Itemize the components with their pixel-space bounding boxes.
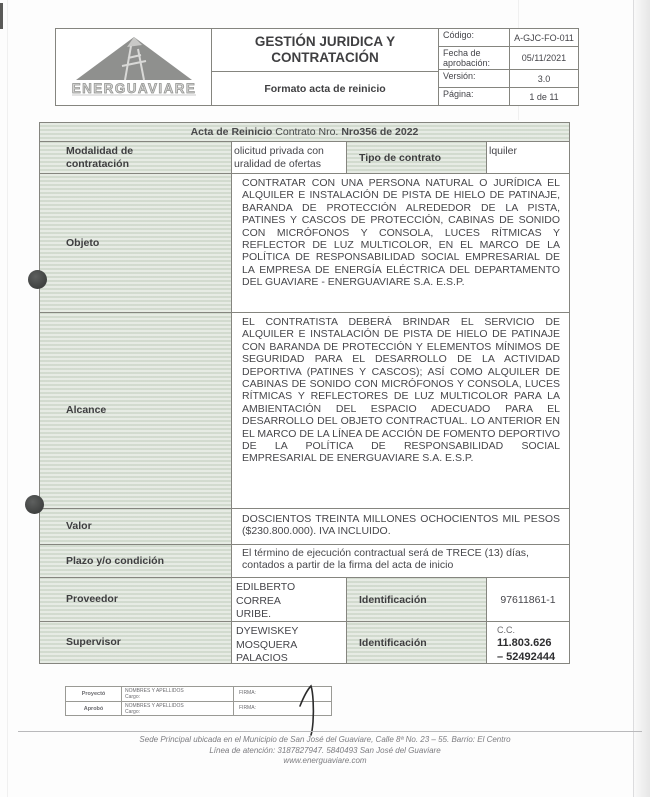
valor-label-cell xyxy=(40,509,231,544)
row-alcance xyxy=(40,312,569,508)
supervisor-name-line: MOSQUERA xyxy=(236,638,298,651)
acta-title-bar xyxy=(40,123,569,141)
modalidad-value-line2: uralidad de ofertas xyxy=(234,158,321,170)
hole-punch-mark xyxy=(28,270,47,289)
proveedor-label-cell xyxy=(40,578,231,621)
modalidad-value-cell xyxy=(231,142,346,173)
signature-names: NOMBRES Y APELLIDOS xyxy=(125,688,184,694)
row-valor xyxy=(40,508,569,544)
row-plazo xyxy=(40,544,569,577)
proveedor-id-value: 97611861-1 xyxy=(500,593,556,606)
meta-row-pagina xyxy=(439,88,578,105)
header-title-cell xyxy=(211,29,439,105)
footer-website: www.energuaviare.com xyxy=(283,756,367,765)
logo-cell xyxy=(56,29,211,105)
objeto-text: CONTRATAR CON UNA PERSONA NATURAL O JURÍDICA EL ALQUILER E INSTALACIÓN DE PISTA DE HIELO DE PATINAJE, BARANDA DE PROTECCIÓN ALREDEDOR DE LA PISTA, PATINES Y CASCOS DE PROTECCIÓN, CABINAS DE SONIDO CON MICRÓFONOS Y CONSOLA, LUCES RÍTMICAS Y REFLECTOR DE LUZ MULTICOLOR, EN EL MARCO DE LA POLÍTICA DE RESPONSABILIDAD SOCIAL EMPRESARIAL DE LA EMPRESA DE ENERGÍA ELÉCTRICA DEL DEPARTAMENTO DEL GUAVIARE - ENERGUAVIARE S.A. E.S.P. xyxy=(231,174,569,312)
handwritten-checkmark-icon xyxy=(292,682,332,738)
supervisor-name-line: PALACIOS xyxy=(236,652,288,664)
signature-names-cell xyxy=(121,702,233,715)
alcance-label: Alcance xyxy=(66,404,107,417)
title-line2: CONTRATACIÓN xyxy=(271,50,379,65)
supervisor-label-cell xyxy=(40,622,231,663)
row-modalidad xyxy=(40,141,569,173)
scan-corner-mark xyxy=(0,3,3,29)
hole-punch-mark xyxy=(25,495,44,514)
supervisor-id-label-cell: Identificación xyxy=(346,622,486,663)
plazo-label: Plazo y/o condición xyxy=(66,554,165,567)
proveedor-label: Proveedor xyxy=(66,593,118,606)
signature-cargo: Cargo: xyxy=(125,709,141,715)
signature-role: Proyectó xyxy=(81,691,106,697)
modalidad-value-line1: olicitud privada con xyxy=(234,145,324,157)
meta-value: 05/11/2021 xyxy=(521,53,567,63)
proveedor-id-value-cell xyxy=(486,578,569,621)
supervisor-id-cc: C.C. xyxy=(497,625,515,635)
signature-cargo: Cargo: xyxy=(125,694,141,700)
proveedor-id-label-cell: Identificación xyxy=(346,578,486,621)
valor-text: DOSCIENTOS TREINTA MILLONES OCHOCIENTOS MIL PESOS ($230.800.000). IVA INCLUIDO. xyxy=(231,509,569,544)
acta-table xyxy=(39,122,570,664)
energuaviare-logo-icon xyxy=(68,34,200,100)
tipo-contrato-label-cell: Tipo de contrato xyxy=(346,142,486,173)
supervisor-name-line: DYEWISKEY xyxy=(236,625,299,637)
supervisor-id-value-cell xyxy=(486,622,569,663)
supervisor-label: Supervisor xyxy=(66,636,121,649)
meta-value: 3.0 xyxy=(537,73,551,84)
modalidad-label: Modalidad de contratación xyxy=(66,145,134,170)
plazo-text: El término de ejecución contractual será de TRECE (13) días, contados a partir de la firma del acta de inicio xyxy=(231,545,569,577)
row-supervisor xyxy=(40,621,569,663)
tipo-contrato-value-cell xyxy=(486,142,569,173)
alcance-text: EL CONTRATISTA DEBERÁ BRINDAR EL SERVICIO DE ALQUILER E INSTALACIÓN DE PISTA DE HIELO DE PATINAJE CON BARANDA DE PROTECCIÓN Y ELEMENTOS MÍNIMOS DE SEGURIDAD PARA EL DESARROLLO DE LA ACTIVIDAD DEPORTIVA (PATINES Y CASCOS); ASÍ COMO ALQUILER DE CABINAS DE SONIDO CON MICRÓFONOS Y CONSOLA, LUCES RÍTMICAS Y REFLECTORES DE LUZ MULTICOLOR PARA LA AMBIENTACIÓN DEL ESPACIO ADECUADO PARA EL DESARROLLO DEL OBJETO CONTRACTUAL. LO ANTERIOR EN EL MARCO DE LA LÍNEA DE ACCIÓN DE FOMENTO DEPORTIVO DE LA POLÍTICA DE RESPONSABILIDAD SOCIAL EMPRESARIAL DE ENERGUAVIARE S.A. E.S.P. xyxy=(231,313,569,508)
proveedor-name-line: URIBE. xyxy=(236,608,272,620)
tipo-contrato-value: lquiler xyxy=(489,145,518,157)
objeto-label-cell xyxy=(40,174,231,312)
footer-address: Sede Principal ubicada en el Municipio de San José del Guaviare, Calle 8ª No. 23 – 55. Barrio: El Centro xyxy=(139,735,511,744)
meta-label: Código: xyxy=(439,29,510,46)
meta-row-version xyxy=(439,70,578,88)
modalidad-label-cell xyxy=(40,142,231,173)
meta-label: Fecha de aprobación: xyxy=(439,47,510,69)
supervisor-id-number2: – 52492444 xyxy=(497,651,556,663)
footer-divider xyxy=(18,731,642,732)
meta-row-fecha xyxy=(439,47,578,70)
footer-phone: Línea de atención: 3187827947. 5840493 San José del Guaviare xyxy=(209,745,441,755)
document-title xyxy=(212,29,438,72)
signature-names: NOMBRES Y APELLIDOS xyxy=(125,703,184,709)
document-subtitle: Formato acta de reinicio xyxy=(264,82,386,95)
objeto-label: Objeto xyxy=(66,236,100,249)
footer xyxy=(0,735,650,767)
meta-label: Versión: xyxy=(439,70,510,87)
acta-title-prefix: Acta de Reinicio xyxy=(190,126,273,138)
document-header xyxy=(55,28,579,106)
meta-value: 1 de 11 xyxy=(529,91,559,102)
proveedor-name-line: CORREA xyxy=(236,594,281,607)
meta-label: Página: xyxy=(439,88,510,105)
signature-firma: FIRMA: xyxy=(233,687,331,701)
title-line1: GESTIÓN JURIDICA Y xyxy=(254,34,396,49)
meta-value: A-GJC-FO-011 xyxy=(514,32,574,43)
acta-title-mid: Contrato Nro. xyxy=(275,126,339,138)
supervisor-name-cell xyxy=(231,622,346,663)
signature-firma: FIRMA: xyxy=(233,702,331,715)
scan-left-line xyxy=(7,0,8,797)
logo-wordmark: ENERGUAVIARE xyxy=(71,81,196,96)
proveedor-name-line: EDILBERTO xyxy=(236,581,296,593)
supervisor-id-number: 11.803.626 xyxy=(497,637,552,649)
proveedor-name-cell xyxy=(231,578,346,621)
row-proveedor xyxy=(40,577,569,621)
signature-names-cell xyxy=(121,687,233,701)
scan-edge-band xyxy=(633,0,650,797)
signature-role: Aprobó xyxy=(83,705,104,712)
valor-label: Valor xyxy=(66,520,92,533)
row-objeto xyxy=(40,173,569,312)
acta-title-number: Nro356 de 2022 xyxy=(341,126,419,138)
meta-row-codigo xyxy=(439,29,578,47)
header-meta-table xyxy=(439,29,578,105)
alcance-label-cell xyxy=(40,313,231,508)
plazo-label-cell xyxy=(40,545,231,577)
